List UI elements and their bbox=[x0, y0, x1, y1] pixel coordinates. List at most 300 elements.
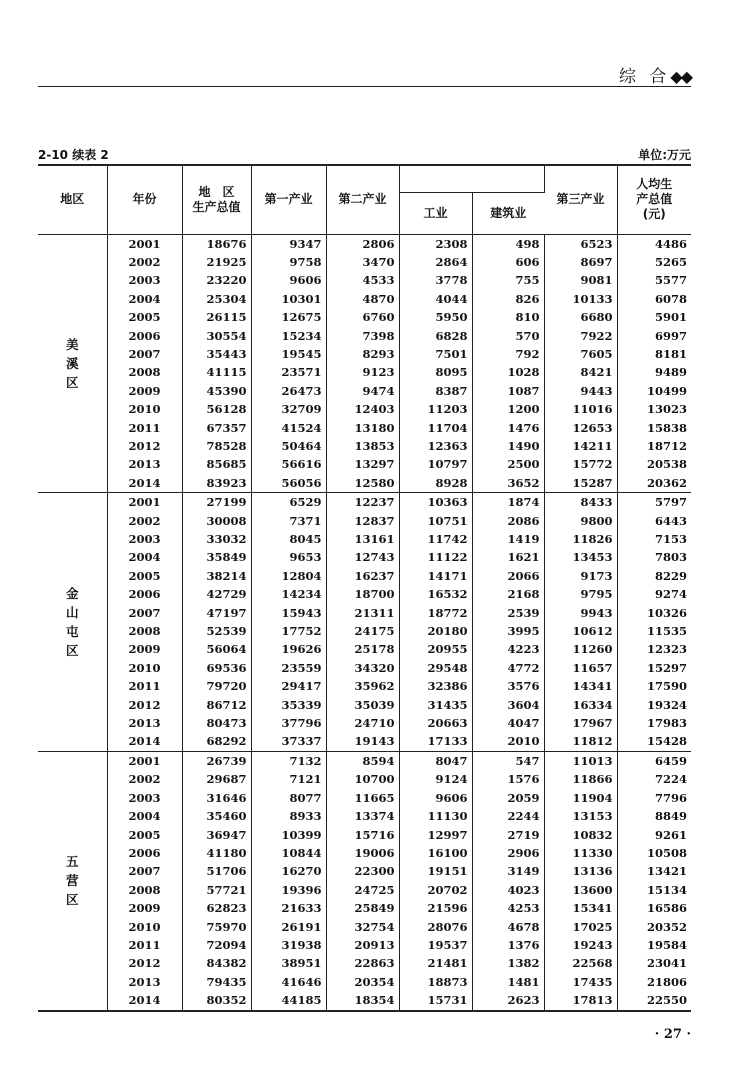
table-row bbox=[38, 659, 691, 677]
table-row bbox=[38, 548, 691, 566]
cell-year: 2009 bbox=[107, 640, 182, 658]
cell-primary: 15943 bbox=[251, 604, 326, 622]
cell-tertiary: 22568 bbox=[544, 954, 617, 972]
cell-primary: 50464 bbox=[251, 437, 326, 455]
cell-year: 2014 bbox=[107, 474, 182, 493]
cell-percap: 8181 bbox=[654, 346, 687, 361]
cell-gdp: 36947 bbox=[182, 826, 251, 844]
cell-primary: 19626 bbox=[251, 640, 326, 658]
cell-primary: 12675 bbox=[251, 308, 326, 326]
cell-primary: 23559 bbox=[251, 659, 326, 677]
cell-tertiary: 6680 bbox=[544, 308, 617, 326]
col-percap-line2: 产总值 bbox=[636, 192, 673, 207]
col-gdp-line1: 地 区 bbox=[198, 184, 235, 199]
cell-gdp: 83923 bbox=[182, 474, 251, 493]
cell-year: 2005 bbox=[107, 308, 182, 326]
cell-gdp: 80473 bbox=[182, 714, 251, 732]
cell-construction: 4678 bbox=[472, 918, 544, 936]
cell-secondary: 25849 bbox=[326, 899, 399, 917]
cell-secondary: 6760 bbox=[326, 308, 399, 326]
cell-tertiary: 13136 bbox=[544, 862, 617, 880]
cell-primary: 41646 bbox=[251, 973, 326, 991]
table-row bbox=[38, 271, 691, 289]
cell-tertiary: 7605 bbox=[544, 345, 617, 363]
table-row bbox=[38, 789, 691, 807]
cell-primary: 12804 bbox=[251, 567, 326, 585]
cell-primary: 19545 bbox=[251, 345, 326, 363]
region-block bbox=[38, 751, 691, 1010]
col-percap-line1: 人均生 bbox=[636, 177, 673, 192]
cell-tertiary: 15287 bbox=[544, 474, 617, 493]
cell-construction: 1087 bbox=[472, 382, 544, 400]
cell-industry: 21596 bbox=[399, 899, 472, 917]
table-row bbox=[38, 530, 691, 548]
table-header bbox=[38, 165, 691, 234]
cell-primary: 21633 bbox=[251, 899, 326, 917]
cell-gdp: 31646 bbox=[182, 789, 251, 807]
cell-gdp: 30554 bbox=[182, 327, 251, 345]
col-tertiary: 第三产业 bbox=[544, 165, 617, 234]
table-row bbox=[38, 751, 691, 770]
cell-secondary: 10700 bbox=[326, 770, 399, 788]
cell-construction: 2066 bbox=[472, 567, 544, 585]
cell-gdp: 57721 bbox=[182, 881, 251, 899]
cell-tertiary: 10832 bbox=[544, 826, 617, 844]
cell-industry: 7501 bbox=[399, 345, 472, 363]
cell-gdp: 56128 bbox=[182, 400, 251, 418]
cell-construction: 547 bbox=[472, 751, 544, 770]
cell-gdp: 29687 bbox=[182, 770, 251, 788]
cell-year: 2003 bbox=[107, 271, 182, 289]
table-row bbox=[38, 714, 691, 732]
cell-industry: 3778 bbox=[399, 271, 472, 289]
cell-gdp: 35443 bbox=[182, 345, 251, 363]
cell-secondary: 35039 bbox=[326, 696, 399, 714]
cell-secondary: 15716 bbox=[326, 826, 399, 844]
cell-gdp: 35849 bbox=[182, 548, 251, 566]
cell-construction: 792 bbox=[472, 345, 544, 363]
cell-construction: 810 bbox=[472, 308, 544, 326]
cell-year: 2003 bbox=[107, 530, 182, 548]
cell-secondary: 7398 bbox=[326, 327, 399, 345]
table-row bbox=[38, 234, 691, 253]
cell-construction: 1481 bbox=[472, 973, 544, 991]
region-name bbox=[38, 234, 107, 493]
cell-industry: 8928 bbox=[399, 474, 472, 493]
cell-year: 2012 bbox=[107, 954, 182, 972]
cell-construction: 4047 bbox=[472, 714, 544, 732]
cell-gdp: 67357 bbox=[182, 419, 251, 437]
cell-tertiary: 8433 bbox=[544, 493, 617, 512]
region-block bbox=[38, 234, 691, 493]
cell-year: 2011 bbox=[107, 936, 182, 954]
cell-construction: 1576 bbox=[472, 770, 544, 788]
cell-construction: 826 bbox=[472, 290, 544, 308]
cell-tertiary: 13153 bbox=[544, 807, 617, 825]
cell-gdp: 52539 bbox=[182, 622, 251, 640]
cell-construction: 2719 bbox=[472, 826, 544, 844]
cell-secondary: 13161 bbox=[326, 530, 399, 548]
table-caption: 2-10 续表 2 bbox=[38, 148, 109, 162]
cell-percap: 10499 bbox=[646, 383, 687, 398]
table-row bbox=[38, 363, 691, 381]
cell-industry: 4044 bbox=[399, 290, 472, 308]
col-construction: 建筑业 bbox=[472, 192, 544, 234]
cell-tertiary: 17967 bbox=[544, 714, 617, 732]
table-row bbox=[38, 936, 691, 954]
cell-year: 2001 bbox=[107, 493, 182, 512]
region-block bbox=[38, 493, 691, 752]
cell-secondary: 4533 bbox=[326, 271, 399, 289]
cell-percap: 12323 bbox=[646, 642, 687, 657]
cell-percap: 7224 bbox=[654, 772, 687, 787]
cell-construction: 1376 bbox=[472, 936, 544, 954]
cell-percap: 21806 bbox=[646, 974, 687, 989]
cell-secondary: 2806 bbox=[326, 234, 399, 253]
cell-industry: 8095 bbox=[399, 363, 472, 381]
cell-percap: 19324 bbox=[646, 697, 687, 712]
cell-industry: 11203 bbox=[399, 400, 472, 418]
col-secondary: 第二产业 bbox=[326, 165, 399, 234]
cell-secondary: 4870 bbox=[326, 290, 399, 308]
cell-primary: 37337 bbox=[251, 732, 326, 751]
section-title: 综 合 bbox=[618, 67, 671, 87]
cell-primary: 9758 bbox=[251, 253, 326, 271]
col-industry: 工业 bbox=[399, 192, 472, 234]
table-row bbox=[38, 807, 691, 825]
cell-industry: 14171 bbox=[399, 567, 472, 585]
cell-percap: 7803 bbox=[654, 550, 687, 565]
cell-percap: 5265 bbox=[654, 254, 687, 269]
cell-tertiary: 8697 bbox=[544, 253, 617, 271]
cell-construction: 2539 bbox=[472, 604, 544, 622]
cell-secondary: 12237 bbox=[326, 493, 399, 512]
cell-tertiary: 17435 bbox=[544, 973, 617, 991]
cell-industry: 20180 bbox=[399, 622, 472, 640]
cell-gdp: 80352 bbox=[182, 991, 251, 1010]
cell-primary: 14234 bbox=[251, 585, 326, 603]
cell-year: 2013 bbox=[107, 973, 182, 991]
cell-tertiary: 9943 bbox=[544, 604, 617, 622]
cell-secondary: 25178 bbox=[326, 640, 399, 658]
cell-construction: 570 bbox=[472, 327, 544, 345]
col-percap bbox=[617, 165, 691, 234]
col-year: 年份 bbox=[107, 165, 182, 234]
table-row bbox=[38, 826, 691, 844]
table-row bbox=[38, 400, 691, 418]
cell-primary: 17752 bbox=[251, 622, 326, 640]
cell-secondary: 12580 bbox=[326, 474, 399, 493]
cell-percap: 5577 bbox=[654, 273, 687, 288]
cell-gdp: 33032 bbox=[182, 530, 251, 548]
cell-industry: 11130 bbox=[399, 807, 472, 825]
table-row bbox=[38, 604, 691, 622]
cell-year: 2006 bbox=[107, 585, 182, 603]
cell-gdp: 42729 bbox=[182, 585, 251, 603]
cell-industry: 6828 bbox=[399, 327, 472, 345]
cell-gdp: 85685 bbox=[182, 455, 251, 473]
cell-construction: 2010 bbox=[472, 732, 544, 751]
table-row bbox=[38, 512, 691, 530]
cell-tertiary: 16334 bbox=[544, 696, 617, 714]
cell-percap: 13421 bbox=[646, 864, 687, 879]
cell-industry: 10797 bbox=[399, 455, 472, 473]
cell-tertiary: 11826 bbox=[544, 530, 617, 548]
cell-primary: 9653 bbox=[251, 548, 326, 566]
cell-tertiary: 11657 bbox=[544, 659, 617, 677]
cell-industry: 2308 bbox=[399, 234, 472, 253]
cell-tertiary: 6523 bbox=[544, 234, 617, 253]
cell-tertiary: 11904 bbox=[544, 789, 617, 807]
diamond-icon: ◆◆ bbox=[670, 67, 691, 86]
col-percap-line3: (元) bbox=[642, 207, 666, 222]
cell-industry: 9606 bbox=[399, 789, 472, 807]
cell-tertiary: 9795 bbox=[544, 585, 617, 603]
cell-gdp: 45390 bbox=[182, 382, 251, 400]
cell-industry: 12363 bbox=[399, 437, 472, 455]
cell-gdp: 41115 bbox=[182, 363, 251, 381]
col-region: 地区 bbox=[38, 165, 107, 234]
cell-percap: 15428 bbox=[646, 734, 687, 749]
cell-tertiary: 11330 bbox=[544, 844, 617, 862]
cell-gdp: 26115 bbox=[182, 308, 251, 326]
cell-construction: 1419 bbox=[472, 530, 544, 548]
table-row bbox=[38, 474, 691, 493]
region-name-char: 屯 bbox=[65, 624, 79, 640]
table-row bbox=[38, 677, 691, 695]
cell-industry: 8047 bbox=[399, 751, 472, 770]
cell-industry: 31435 bbox=[399, 696, 472, 714]
cell-gdp: 72094 bbox=[182, 936, 251, 954]
cell-construction: 2500 bbox=[472, 455, 544, 473]
region-name-char: 金 bbox=[65, 586, 79, 602]
region-name-char: 五 bbox=[65, 854, 79, 870]
cell-primary: 7121 bbox=[251, 770, 326, 788]
cell-secondary: 34320 bbox=[326, 659, 399, 677]
cell-year: 2005 bbox=[107, 567, 182, 585]
cell-tertiary: 17813 bbox=[544, 991, 617, 1010]
cell-primary: 7132 bbox=[251, 751, 326, 770]
table-row bbox=[38, 732, 691, 751]
cell-primary: 16270 bbox=[251, 862, 326, 880]
cell-secondary: 9474 bbox=[326, 382, 399, 400]
cell-construction: 1382 bbox=[472, 954, 544, 972]
cell-percap: 7796 bbox=[654, 790, 687, 805]
cell-percap: 4486 bbox=[654, 236, 687, 251]
cell-primary: 6529 bbox=[251, 493, 326, 512]
cell-secondary: 35962 bbox=[326, 677, 399, 695]
cell-industry: 10751 bbox=[399, 512, 472, 530]
cell-industry: 19537 bbox=[399, 936, 472, 954]
cell-secondary: 11665 bbox=[326, 789, 399, 807]
cell-tertiary: 11016 bbox=[544, 400, 617, 418]
cell-tertiary: 15772 bbox=[544, 455, 617, 473]
cell-year: 2009 bbox=[107, 899, 182, 917]
cell-primary: 56616 bbox=[251, 455, 326, 473]
cell-construction: 2059 bbox=[472, 789, 544, 807]
cell-secondary: 22300 bbox=[326, 862, 399, 880]
cell-tertiary: 17025 bbox=[544, 918, 617, 936]
cell-secondary: 13374 bbox=[326, 807, 399, 825]
cell-industry: 20702 bbox=[399, 881, 472, 899]
region-name-char: 区 bbox=[65, 374, 79, 390]
cell-primary: 7371 bbox=[251, 512, 326, 530]
cell-construction: 1621 bbox=[472, 548, 544, 566]
cell-secondary: 12837 bbox=[326, 512, 399, 530]
table-row bbox=[38, 345, 691, 363]
table-row bbox=[38, 419, 691, 437]
cell-primary: 37796 bbox=[251, 714, 326, 732]
cell-tertiary: 10612 bbox=[544, 622, 617, 640]
cell-industry: 9124 bbox=[399, 770, 472, 788]
cell-percap: 5901 bbox=[654, 310, 687, 325]
section-header bbox=[619, 62, 691, 87]
table-row bbox=[38, 954, 691, 972]
cell-construction: 2244 bbox=[472, 807, 544, 825]
cell-percap: 20352 bbox=[646, 919, 687, 934]
cell-tertiary: 8421 bbox=[544, 363, 617, 381]
cell-gdp: 84382 bbox=[182, 954, 251, 972]
table-row bbox=[38, 290, 691, 308]
cell-industry: 18772 bbox=[399, 604, 472, 622]
region-name-char: 溪 bbox=[65, 355, 79, 371]
cell-year: 2007 bbox=[107, 862, 182, 880]
cell-gdp: 25304 bbox=[182, 290, 251, 308]
cell-gdp: 75970 bbox=[182, 918, 251, 936]
table-row bbox=[38, 918, 691, 936]
cell-construction: 1200 bbox=[472, 400, 544, 418]
cell-construction: 1476 bbox=[472, 419, 544, 437]
cell-tertiary: 7922 bbox=[544, 327, 617, 345]
cell-percap: 15838 bbox=[646, 420, 687, 435]
cell-gdp: 35460 bbox=[182, 807, 251, 825]
cell-year: 2012 bbox=[107, 437, 182, 455]
cell-year: 2010 bbox=[107, 659, 182, 677]
cell-construction: 498 bbox=[472, 234, 544, 253]
cell-year: 2004 bbox=[107, 548, 182, 566]
unit-label: 单位:万元 bbox=[638, 148, 691, 162]
cell-secondary: 18354 bbox=[326, 991, 399, 1010]
cell-year: 2014 bbox=[107, 991, 182, 1010]
cell-industry: 15731 bbox=[399, 991, 472, 1010]
cell-secondary: 24725 bbox=[326, 881, 399, 899]
region-name bbox=[38, 751, 107, 1010]
cell-construction: 2086 bbox=[472, 512, 544, 530]
table-row bbox=[38, 622, 691, 640]
col-gdp bbox=[182, 165, 251, 234]
data-table bbox=[38, 164, 691, 1012]
cell-industry: 20955 bbox=[399, 640, 472, 658]
cell-year: 2002 bbox=[107, 770, 182, 788]
cell-construction: 755 bbox=[472, 271, 544, 289]
cell-construction: 3995 bbox=[472, 622, 544, 640]
cell-gdp: 26739 bbox=[182, 751, 251, 770]
cell-gdp: 38214 bbox=[182, 567, 251, 585]
cell-secondary: 19006 bbox=[326, 844, 399, 862]
cell-gdp: 78528 bbox=[182, 437, 251, 455]
cell-primary: 23571 bbox=[251, 363, 326, 381]
cell-tertiary: 14341 bbox=[544, 677, 617, 695]
cell-industry: 11704 bbox=[399, 419, 472, 437]
cell-primary: 26473 bbox=[251, 382, 326, 400]
cell-year: 2004 bbox=[107, 290, 182, 308]
cell-construction: 3576 bbox=[472, 677, 544, 695]
cell-secondary: 12403 bbox=[326, 400, 399, 418]
cell-gdp: 18676 bbox=[182, 234, 251, 253]
col-primary: 第一产业 bbox=[251, 165, 326, 234]
cell-percap: 6078 bbox=[654, 291, 687, 306]
cell-gdp: 47197 bbox=[182, 604, 251, 622]
cell-year: 2013 bbox=[107, 455, 182, 473]
cell-primary: 10399 bbox=[251, 826, 326, 844]
cell-year: 2014 bbox=[107, 732, 182, 751]
cell-industry: 11742 bbox=[399, 530, 472, 548]
cell-construction: 3652 bbox=[472, 474, 544, 493]
cell-secondary: 19143 bbox=[326, 732, 399, 751]
cell-industry: 16532 bbox=[399, 585, 472, 603]
cell-year: 2004 bbox=[107, 807, 182, 825]
cell-construction: 3604 bbox=[472, 696, 544, 714]
cell-tertiary: 19243 bbox=[544, 936, 617, 954]
cell-industry: 12997 bbox=[399, 826, 472, 844]
cell-industry: 20663 bbox=[399, 714, 472, 732]
table-row bbox=[38, 696, 691, 714]
cell-percap: 15134 bbox=[646, 882, 687, 897]
cell-primary: 29417 bbox=[251, 677, 326, 695]
cell-tertiary: 9800 bbox=[544, 512, 617, 530]
cell-primary: 9606 bbox=[251, 271, 326, 289]
cell-gdp: 21925 bbox=[182, 253, 251, 271]
table-row bbox=[38, 862, 691, 880]
cell-industry: 5950 bbox=[399, 308, 472, 326]
cell-percap: 23041 bbox=[646, 956, 687, 971]
cell-primary: 32709 bbox=[251, 400, 326, 418]
cell-year: 2006 bbox=[107, 327, 182, 345]
cell-primary: 26191 bbox=[251, 918, 326, 936]
cell-secondary: 13853 bbox=[326, 437, 399, 455]
cell-year: 2003 bbox=[107, 789, 182, 807]
cell-construction: 4023 bbox=[472, 881, 544, 899]
cell-industry: 28076 bbox=[399, 918, 472, 936]
region-name bbox=[38, 493, 107, 752]
col-gdp-line2: 生产总值 bbox=[192, 199, 241, 214]
cell-primary: 8933 bbox=[251, 807, 326, 825]
cell-gdp: 68292 bbox=[182, 732, 251, 751]
cell-tertiary: 15341 bbox=[544, 899, 617, 917]
cell-year: 2010 bbox=[107, 400, 182, 418]
cell-gdp: 79435 bbox=[182, 973, 251, 991]
cell-tertiary: 9173 bbox=[544, 567, 617, 585]
cell-year: 2006 bbox=[107, 844, 182, 862]
table-row bbox=[38, 899, 691, 917]
cell-percap: 9489 bbox=[654, 365, 687, 380]
cell-year: 2012 bbox=[107, 696, 182, 714]
cell-year: 2007 bbox=[107, 345, 182, 363]
cell-percap: 19584 bbox=[646, 937, 687, 952]
cell-industry: 8387 bbox=[399, 382, 472, 400]
table-row bbox=[38, 308, 691, 326]
cell-secondary: 22863 bbox=[326, 954, 399, 972]
cell-tertiary: 14211 bbox=[544, 437, 617, 455]
cell-primary: 15234 bbox=[251, 327, 326, 345]
cell-percap: 18712 bbox=[646, 438, 687, 453]
table-row bbox=[38, 991, 691, 1010]
cell-gdp: 56064 bbox=[182, 640, 251, 658]
cell-industry: 10363 bbox=[399, 493, 472, 512]
cell-secondary: 3470 bbox=[326, 253, 399, 271]
cell-percap: 20362 bbox=[646, 475, 687, 490]
region-name-char: 美 bbox=[65, 336, 79, 352]
